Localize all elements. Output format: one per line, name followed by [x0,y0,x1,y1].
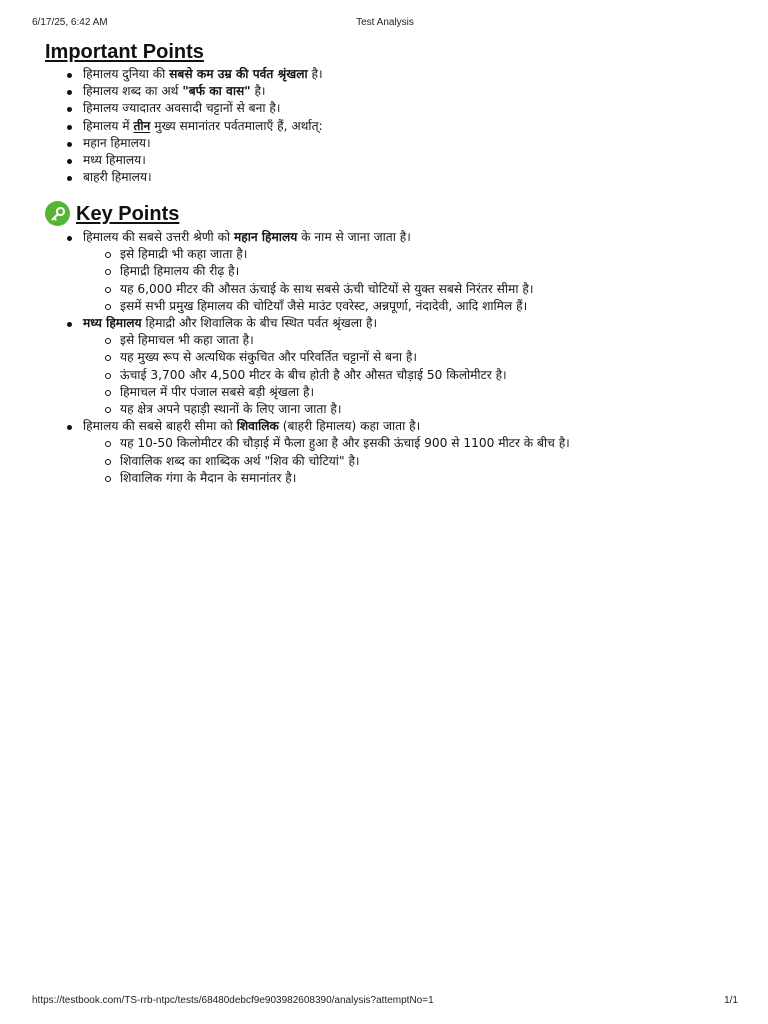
list-item: मध्य हिमालय। [45,152,738,169]
sub-list [83,435,738,487]
sub-list-item: हिमाद्री हिमालय की रीढ़ है। [83,263,738,280]
emphasis: "बर्फ का वास" [182,84,251,99]
list-item: महान हिमालय। [45,135,738,152]
sub-list-item: ऊंचाई 3,700 और 4,500 मीटर के बीच होती है और औसत चौड़ाई 50 किलोमीटर है। [83,367,738,384]
list-item: हिमालय दुनिया की सबसे कम उम्र की पर्वत श्रृंखला है। [45,66,738,83]
emphasis: तीन [133,118,151,133]
sub-list [83,246,738,315]
list-item: हिमालय में तीन मुख्य समानांतर पर्वतमालाएँ हैं, अर्थात्: [45,118,738,135]
list-item: हिमालय की सबसे बाहरी सीमा को शिवालिक (बाहरी हिमालय) कहा जाता है। यह 10-50 किलोमीटर की चौड़ाई में फैला हुआ है और इसकी ऊंचाई 900 से 1100 मीटर के बीच है। शिवालिक शब्द का शाब्दिक अर्थ "शिव की चोटियां" है। शिवालिक गंगा के मैदान के समानांतर है। [45,418,738,487]
sub-list-item: यह मुख्य रूप से अत्यधिक संकुचित और परिवर्तित चट्टानों से बना है। [83,349,738,366]
emphasis: मध्य हिमालय [83,316,142,331]
sub-list-item: शिवालिक गंगा के मैदान के समानांतर है। [83,470,738,487]
key-points-list [45,229,738,487]
list-item: हिमालय ज्यादातर अवसादी चट्टानों से बना है। [45,100,738,117]
sub-list-item: शिवालिक शब्द का शाब्दिक अर्थ "शिव की चोटियां" है। [83,453,738,470]
sub-list-item: हिमाचल में पीर पंजाल सबसे बड़ी श्रृंखला है। [83,384,738,401]
key-points-section [45,201,738,487]
sub-list [83,332,738,418]
sub-list-item: यह 10-50 किलोमीटर की चौड़ाई में फैला हुआ है और इसकी ऊंचाई 900 से 1100 मीटर के बीच है। [83,435,738,452]
sub-list-item: यह क्षेत्र अपने पहाड़ी स्थानों के लिए जाना जाता है। [83,401,738,418]
important-points-heading: Important Points [45,41,204,63]
sub-list-item: इसे हिमाचल भी कहा जाता है। [83,332,738,349]
emphasis: शिवालिक [236,419,279,434]
sub-list-item: इसमें सभी प्रमुख हिमालय की चोटियाँ जैसे माउंट एवरेस्ट, अन्नपूर्णा, नंदादेवी, आदि शामिल हैं। [83,298,738,315]
print-footer [32,995,738,1009]
sub-list-item: इसे हिमाद्री भी कहा जाता है। [83,246,738,263]
print-header [32,17,738,31]
list-item: हिमालय शब्द का अर्थ "बर्फ का वास" है। [45,83,738,100]
print-datetime: 6/17/25, 6:42 AM [32,17,108,28]
key-icon [45,201,70,226]
page-number: 1/1 [724,995,738,1006]
key-points-heading: Key Points [76,202,180,225]
list-item: मध्य हिमालय हिमाद्री और शिवालिक के बीच स्थित पर्वत श्रृंखला है। इसे हिमाचल भी कहा जाता है। यह मुख्य रूप से अत्यधिक संकुचित और परिवर्तित चट्टानों से बना है। ऊंचाई 3,700 और 4,500 मीटर के बीच होती है और औसत चौड़ाई 50 किलोमीटर है। हिमाचल में पीर पंजाल सबसे बड़ी श्रृंखला है। यह क्षेत्र अपने पहाड़ी स्थानों के लिए जाना जाता है। [45,315,738,418]
print-title: Test Analysis [356,17,414,28]
page-url: https://testbook.com/TS-rrb-ntpc/tests/68480debcf9e903982608390/analysis?attemptNo=1 [32,995,434,1006]
list-item: हिमालय की सबसे उत्तरी श्रेणी को महान हिमालय के नाम से जाना जाता है। इसे हिमाद्री भी कहा जाता है। हिमाद्री हिमालय की रीढ़ है। यह 6,000 मीटर की औसत ऊंचाई के साथ सबसे ऊंची चोटियों से युक्त सबसे निरंतर सीमा है। इसमें सभी प्रमुख हिमालय की चोटियाँ जैसे माउंट एवरेस्ट, अन्नपूर्णा, नंदादेवी, आदि शामिल हैं। [45,229,738,315]
important-points-list [45,66,738,186]
key-points-header [45,201,738,226]
list-item: बाहरी हिमालय। [45,169,738,186]
emphasis: सबसे कम उम्र की पर्वत श्रृंखला [169,67,308,81]
emphasis: महान हिमालय [233,230,298,244]
sub-list-item: यह 6,000 मीटर की औसत ऊंचाई के साथ सबसे ऊंची चोटियों से युक्त सबसे निरंतर सीमा है। [83,281,738,298]
important-points-section [45,40,738,186]
